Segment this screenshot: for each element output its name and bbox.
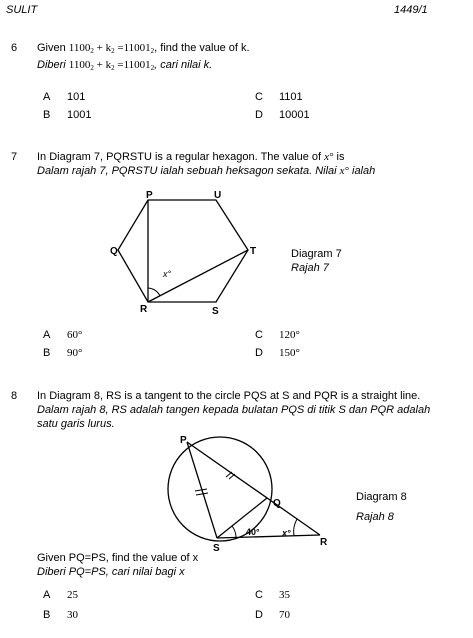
q7-option-a-letter[interactable]: A: [43, 329, 51, 341]
q8-option-d-letter[interactable]: D: [255, 609, 263, 621]
vertex-u-label: U: [214, 190, 222, 201]
tick-ps-1: [195, 489, 207, 491]
vertex-p8-label: P: [180, 435, 187, 446]
diagram-7-label: Diagram 7: [291, 248, 342, 260]
q7-my-end: ialah: [348, 165, 376, 177]
question-8-text-my-line1: Dalam rajah 8, RS adalah tangen kepada bulatan PQS di titik S dan PQR adalah: [37, 404, 431, 416]
diagram-8-label-my: Rajah 8: [356, 511, 394, 523]
q6-my-post: , cari nilai k.: [154, 59, 213, 71]
q6-option-a-letter[interactable]: A: [43, 91, 51, 103]
q8-option-c-letter[interactable]: C: [255, 589, 263, 601]
q8-option-b-letter[interactable]: B: [43, 609, 51, 621]
angle-x-label: x°: [163, 269, 172, 279]
q6-sub1: 2: [90, 47, 94, 55]
q7-en-var: x°: [324, 151, 334, 163]
vertex-r8-label: R: [320, 537, 328, 548]
question-7-number: 7: [11, 151, 18, 163]
vertex-q8-label: Q: [273, 498, 281, 509]
q7-my-text: Dalam rajah 7, PQRSTU ialah sebuah heksagon sekata. Nilai: [37, 165, 340, 177]
q7-option-b-value[interactable]: 90°: [67, 347, 83, 359]
vertex-q-label: Q: [110, 246, 118, 257]
circle-pqs: [168, 437, 272, 541]
q6-math-k: + k: [93, 42, 112, 54]
diagram-8-label: Diagram 8: [356, 491, 407, 503]
question-8-text-en: In Diagram 8, RS is a tangent to the circle PQS at S and PQR is a straight line.: [37, 390, 421, 402]
tick-pq-2: [229, 474, 235, 479]
q6-math-eq: =11001: [114, 42, 151, 54]
question-6-number: 6: [11, 42, 18, 54]
diagram-7-hexagon: [105, 185, 275, 320]
q8-option-c-value[interactable]: 35: [279, 589, 290, 601]
q6-my-sub3: 2: [150, 64, 155, 72]
angle-x8-label: x°: [282, 528, 291, 538]
vertex-s-label: S: [212, 306, 219, 317]
q6-option-b-value[interactable]: 1001: [67, 109, 92, 121]
q6-option-c-value[interactable]: 1101: [279, 91, 303, 103]
q7-option-d-value[interactable]: 150°: [279, 347, 300, 359]
line-sr: [217, 535, 320, 538]
header-right: 1449/1: [394, 4, 428, 16]
q6-en-post: , find the value of k.: [154, 42, 250, 54]
question-6-text-my: [37, 59, 212, 72]
q7-option-c-value[interactable]: 120°: [279, 329, 300, 341]
question-8-text-my-line2: satu garis lurus.: [37, 418, 115, 430]
q7-option-b-letter[interactable]: B: [43, 347, 51, 359]
q6-option-d-letter[interactable]: D: [255, 109, 263, 121]
hexagon-outline: [118, 200, 248, 302]
vertex-s8-label: S: [213, 543, 220, 552]
angle-x-arc: [148, 288, 160, 296]
question-7-text-my: [37, 165, 375, 177]
q7-option-d-letter[interactable]: D: [255, 347, 263, 359]
angle-40-arc: [232, 526, 236, 537]
angle-x-arc-q8: [294, 519, 297, 536]
vertex-t-label: T: [250, 246, 257, 257]
vertex-r-label: R: [140, 304, 148, 315]
q7-en-end: is: [333, 151, 345, 163]
q6-option-c-letter[interactable]: C: [255, 91, 263, 103]
diagram-7-label-my: Rajah 7: [291, 262, 329, 274]
tick-ps-2: [196, 493, 208, 495]
q8-option-d-value[interactable]: 70: [279, 609, 290, 621]
q6-my-sub2: 2: [111, 64, 115, 72]
tick-pq-1: [226, 472, 232, 477]
question-8-given-my: Diberi PQ=PS, cari nilai bagi x: [37, 566, 185, 578]
q6-my-pre: Diberi: [37, 59, 69, 71]
q6-math-a: 1100: [68, 42, 91, 54]
q6-option-d-value[interactable]: 10001: [279, 109, 310, 121]
q6-option-b-letter[interactable]: B: [43, 109, 51, 121]
q8-option-a-letter[interactable]: A: [43, 589, 51, 601]
q7-en-text: In Diagram 7, PQRSTU is a regular hexagon. The value of: [37, 151, 325, 163]
question-8-given-en: Given PQ=PS, find the value of x: [37, 552, 199, 564]
q6-my-math-k: + k: [93, 59, 112, 71]
q7-option-a-value[interactable]: 60°: [67, 329, 83, 341]
vertex-p-label: P: [146, 190, 153, 201]
q6-my-math: [69, 59, 154, 71]
question-7-text-en: [37, 151, 344, 163]
line-pqr: [187, 442, 320, 535]
q8-option-b-value[interactable]: 30: [67, 609, 78, 621]
q6-sub3: 2: [150, 47, 155, 55]
diagram-8-circle: [160, 432, 335, 552]
q6-en-pre: Given: [37, 42, 69, 54]
question-8-number: 8: [11, 390, 18, 402]
q6-my-sub1: 2: [90, 64, 94, 72]
q6-option-a-value[interactable]: 101: [67, 91, 86, 103]
angle-40-label: 40°: [246, 527, 260, 537]
header-left: SULIT: [6, 4, 38, 16]
q6-my-math-a: 1100: [68, 59, 91, 71]
q6-sub2: 2: [111, 47, 115, 55]
q7-my-var: x°: [339, 165, 349, 177]
q7-option-c-letter[interactable]: C: [255, 329, 263, 341]
q6-math: [69, 42, 154, 54]
q8-option-a-value[interactable]: 25: [67, 589, 78, 601]
question-6-text-en: [37, 42, 250, 55]
q6-my-math-eq: =11001: [114, 59, 151, 71]
